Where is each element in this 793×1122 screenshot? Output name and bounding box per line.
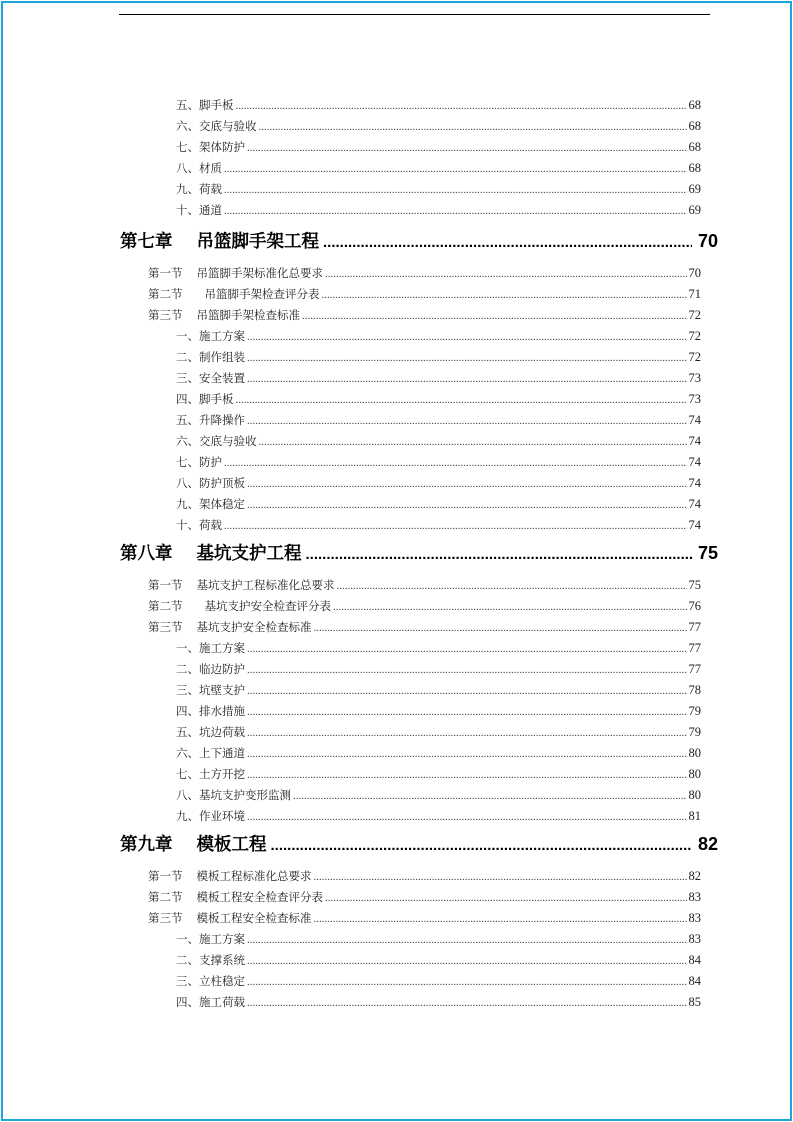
item-title: 交底与验收 [199, 119, 257, 133]
page-number: 74 [688, 455, 701, 469]
item-number: 二、 [176, 953, 199, 967]
dot-leader [247, 952, 687, 969]
item-number: 九、 [176, 497, 199, 511]
dot-leader [325, 889, 687, 906]
item-number: 四、 [176, 392, 199, 406]
page-number: 69 [688, 182, 701, 196]
section-number: 第二节 [148, 599, 183, 613]
item-number: 九、 [176, 809, 199, 823]
item-number: 六、 [176, 434, 199, 448]
item-number: 六、 [176, 119, 199, 133]
page-number: 72 [688, 350, 701, 364]
item-number: 二、 [176, 350, 199, 364]
page-number: 74 [688, 413, 701, 427]
page-number: 82 [688, 869, 701, 883]
item-number: 八、 [176, 161, 199, 175]
toc-item[interactable] [176, 723, 701, 741]
chapter-title: 吊篮脚手架工程 [196, 232, 319, 252]
item-title: 通道 [199, 203, 222, 217]
item-title: 交底与验收 [199, 434, 257, 448]
item-title: 坑边荷载 [199, 725, 245, 739]
page-number: 72 [688, 308, 701, 322]
dot-leader [314, 910, 687, 927]
dot-leader [236, 391, 687, 408]
item-number: 四、 [176, 704, 199, 718]
dot-leader [247, 994, 687, 1011]
item-title: 架体稳定 [199, 497, 245, 511]
chapter-number: 第九章 [120, 835, 173, 855]
page-number: 68 [688, 161, 701, 175]
section-number: 第二节 [148, 890, 183, 904]
page-number: 70 [697, 231, 718, 251]
item-title: 排水措施 [199, 704, 245, 718]
item-title: 作业环境 [199, 809, 245, 823]
toc-chapter[interactable] [120, 831, 718, 857]
toc-item[interactable] [176, 432, 701, 450]
item-number: 八、 [176, 476, 199, 490]
item-number: 三、 [176, 974, 199, 988]
toc-section[interactable] [148, 909, 701, 927]
item-number: 三、 [176, 683, 199, 697]
item-title: 立柱稳定 [199, 974, 245, 988]
page-number: 79 [688, 704, 701, 718]
item-title: 安全装置 [199, 371, 245, 385]
item-title: 基坑支护变形监测 [199, 788, 291, 802]
chapter-title: 基坑支护工程 [196, 544, 302, 564]
section-number: 第一节 [148, 578, 183, 592]
toc-item[interactable] [176, 369, 701, 387]
page-number: 85 [688, 995, 701, 1009]
page-number: 68 [688, 119, 701, 133]
section-number: 第三节 [148, 911, 183, 925]
toc-item[interactable] [176, 348, 701, 366]
toc-section[interactable] [148, 888, 701, 906]
item-number: 五、 [176, 413, 199, 427]
dot-leader [224, 517, 687, 534]
toc-item[interactable] [176, 138, 701, 156]
dot-leader [247, 745, 687, 762]
toc-item[interactable] [176, 390, 701, 408]
section-number: 第三节 [148, 308, 183, 322]
item-title: 制作组装 [199, 350, 245, 364]
section-number: 第二节 [148, 287, 183, 301]
toc-section[interactable] [148, 576, 701, 594]
item-number: 八、 [176, 788, 199, 802]
toc-section[interactable] [148, 285, 701, 303]
dot-leader [302, 307, 687, 324]
dot-leader [247, 661, 687, 678]
item-title: 脚手板 [199, 98, 234, 112]
page-number: 83 [688, 932, 701, 946]
page-number: 79 [688, 725, 701, 739]
toc-item[interactable] [176, 201, 701, 219]
page-number: 68 [688, 140, 701, 154]
page-number: 81 [688, 809, 701, 823]
dot-leader [247, 475, 687, 492]
item-number: 二、 [176, 662, 199, 676]
dot-leader [236, 97, 687, 114]
item-number: 七、 [176, 767, 199, 781]
toc-item[interactable] [176, 327, 701, 345]
page-number: 77 [688, 620, 701, 634]
dot-leader [271, 833, 692, 857]
toc-item[interactable] [176, 495, 701, 513]
toc-item[interactable] [176, 453, 701, 471]
dot-leader [247, 703, 687, 720]
toc-item[interactable] [176, 180, 701, 198]
item-number: 十、 [176, 518, 199, 532]
toc-item[interactable] [176, 117, 701, 135]
toc-item[interactable] [176, 516, 701, 534]
item-number: 十、 [176, 203, 199, 217]
toc-item[interactable] [176, 96, 701, 114]
page-number: 83 [688, 911, 701, 925]
dot-leader [247, 328, 687, 345]
item-title: 升降操作 [199, 413, 245, 427]
toc-item[interactable] [176, 744, 701, 762]
dot-leader [224, 202, 687, 219]
toc-chapter[interactable] [120, 540, 718, 566]
page-number: 74 [688, 476, 701, 490]
dot-leader [259, 118, 687, 135]
item-title: 防护 [199, 455, 222, 469]
item-title: 上下通道 [199, 746, 245, 760]
item-title: 施工荷载 [199, 995, 245, 1009]
toc-section[interactable] [148, 264, 701, 282]
toc-item[interactable] [176, 807, 701, 825]
dot-leader [224, 454, 687, 471]
dot-leader [247, 931, 687, 948]
toc-item[interactable] [176, 639, 701, 657]
dot-leader [322, 286, 687, 303]
section-title: 模板工程标准化总要求 [196, 869, 312, 883]
dot-leader [247, 496, 687, 513]
item-title: 施工方案 [199, 932, 245, 946]
page-number: 76 [688, 599, 701, 613]
toc-item[interactable] [176, 681, 701, 699]
dot-leader [314, 868, 687, 885]
item-number: 一、 [176, 932, 199, 946]
dot-leader [293, 787, 687, 804]
dot-leader [247, 682, 687, 699]
item-number: 五、 [176, 725, 199, 739]
dot-leader [224, 181, 687, 198]
page-number: 82 [697, 834, 718, 854]
section-title: 模板工程安全检查评分表 [196, 890, 323, 904]
item-number: 九、 [176, 182, 199, 196]
page-number: 75 [688, 578, 701, 592]
item-number: 七、 [176, 140, 199, 154]
item-title: 临边防护 [199, 662, 245, 676]
page-number: 74 [688, 434, 701, 448]
page-number: 73 [688, 371, 701, 385]
item-number: 五、 [176, 98, 199, 112]
item-title: 坑壁支护 [199, 683, 245, 697]
toc-item[interactable] [176, 765, 701, 783]
toc-item[interactable] [176, 951, 701, 969]
page-number: 80 [688, 746, 701, 760]
dot-leader [247, 973, 687, 990]
page-number: 80 [688, 767, 701, 781]
toc-item[interactable] [176, 993, 701, 1011]
page-number: 77 [688, 662, 701, 676]
toc-item[interactable] [176, 660, 701, 678]
page-number: 68 [688, 98, 701, 112]
toc-item[interactable] [176, 411, 701, 429]
item-number: 一、 [176, 641, 199, 655]
page-number: 74 [688, 518, 701, 532]
chapter-title: 模板工程 [196, 835, 267, 855]
page-number: 72 [688, 329, 701, 343]
item-number: 四、 [176, 995, 199, 1009]
item-title: 荷载 [199, 182, 222, 196]
dot-leader [247, 412, 687, 429]
section-number: 第一节 [148, 266, 183, 280]
item-title: 防护顶板 [199, 476, 245, 490]
item-title: 土方开挖 [199, 767, 245, 781]
dot-leader [224, 160, 687, 177]
page-number: 78 [688, 683, 701, 697]
toc-chapter[interactable] [120, 228, 718, 254]
section-number: 第三节 [148, 620, 183, 634]
chapter-number: 第八章 [120, 544, 173, 564]
toc-section[interactable] [148, 867, 701, 885]
section-title: 吊篮脚手架检查标准 [196, 308, 300, 322]
item-title: 架体防护 [199, 140, 245, 154]
item-title: 支撑系统 [199, 953, 245, 967]
item-number: 六、 [176, 746, 199, 760]
toc-item[interactable] [176, 474, 701, 492]
section-title: 基坑支护工程标准化总要求 [196, 578, 335, 592]
item-title: 材质 [199, 161, 222, 175]
item-number: 七、 [176, 455, 199, 469]
dot-leader [325, 265, 687, 282]
section-number: 第一节 [148, 869, 183, 883]
dot-leader [247, 370, 687, 387]
toc-section[interactable] [148, 306, 701, 324]
item-title: 施工方案 [199, 329, 245, 343]
section-title: 吊篮脚手架标准化总要求 [196, 266, 323, 280]
page-number: 74 [688, 497, 701, 511]
header-rule [119, 14, 710, 15]
item-title: 荷载 [199, 518, 222, 532]
toc-section[interactable] [148, 618, 701, 636]
dot-leader [333, 598, 687, 615]
page-number: 75 [697, 543, 718, 563]
section-title: 基坑支护安全检查评分表 [204, 599, 331, 613]
page-number: 70 [688, 266, 701, 280]
dot-leader [247, 724, 687, 741]
toc-item[interactable] [176, 786, 701, 804]
dot-leader [247, 808, 687, 825]
item-number: 一、 [176, 329, 199, 343]
dot-leader [337, 577, 687, 594]
dot-leader [314, 619, 687, 636]
dot-leader [247, 139, 687, 156]
section-title: 模板工程安全检查标准 [196, 911, 312, 925]
section-title: 基坑支护安全检查标准 [196, 620, 312, 634]
page-number: 69 [688, 203, 701, 217]
dot-leader [259, 433, 687, 450]
page-number: 73 [688, 392, 701, 406]
toc-item[interactable] [176, 702, 701, 720]
dot-leader [247, 766, 687, 783]
dot-leader [247, 349, 687, 366]
chapter-number: 第七章 [120, 232, 173, 252]
item-title: 施工方案 [199, 641, 245, 655]
toc-item[interactable] [176, 972, 701, 990]
toc-item[interactable] [176, 159, 701, 177]
page-number: 83 [688, 890, 701, 904]
item-number: 三、 [176, 371, 199, 385]
page-number: 80 [688, 788, 701, 802]
item-title: 脚手板 [199, 392, 234, 406]
toc-item[interactable] [176, 930, 701, 948]
page-number: 84 [688, 974, 701, 988]
toc-section[interactable] [148, 597, 701, 615]
page-number: 71 [688, 287, 701, 301]
section-title: 吊篮脚手架检查评分表 [204, 287, 320, 301]
dot-leader [323, 230, 692, 254]
dot-leader [306, 542, 692, 566]
page-number: 77 [688, 641, 701, 655]
page-number: 84 [688, 953, 701, 967]
dot-leader [247, 640, 687, 657]
